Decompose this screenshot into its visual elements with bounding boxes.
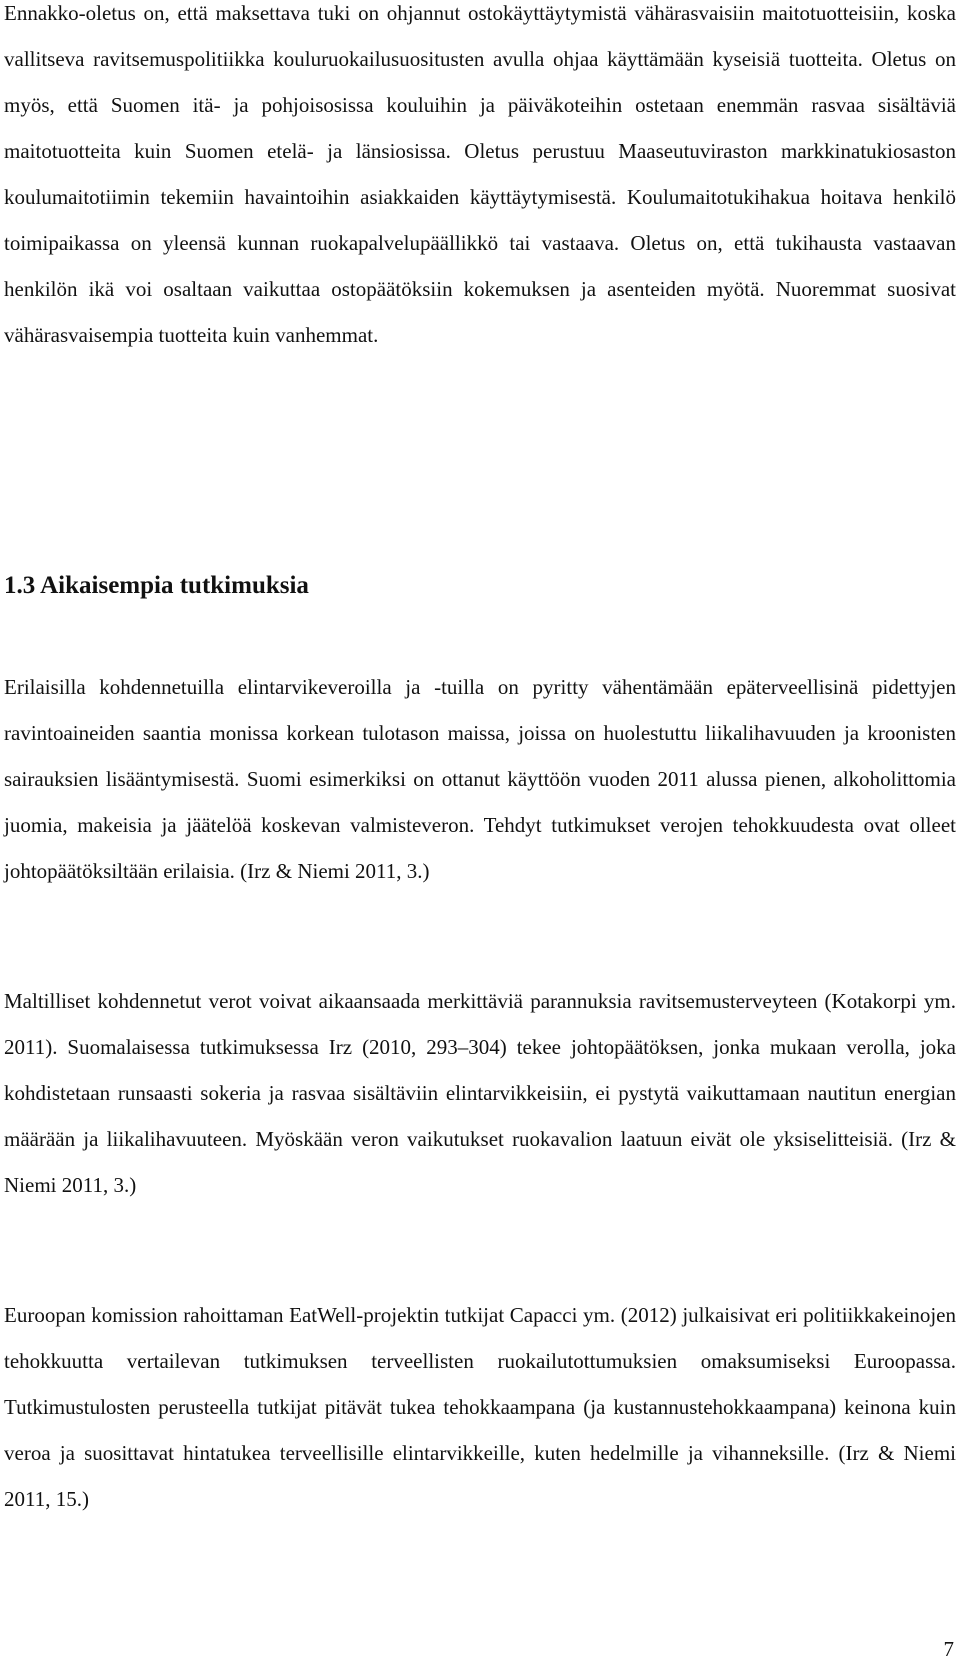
page-number: 7 — [943, 1637, 954, 1661]
section-heading: 1.3 Aikaisempia tutkimuksia — [4, 572, 309, 599]
paragraph-targeted-taxes: Erilaisilla kohdennetuilla elintarvikeveroilla ja -tuilla on pyritty vähentämään epäterveellisinä pidettyjen ravintoaineiden saantia monissa korkean tulotason maissa, joissa on huolestuttu liikalihavuuden ja kroonisten sairauksien lisääntymisestä. Suomi esimerkiksi on ottanut käyttöön vuoden 2011 alussa pienen, alkoholittomia juomia, makeisia ja jäätelöä koskevan valmisteveron. Tehdyt tutkimukset verojen tehokkuudesta ovat olleet johtopäätöksiltään erilaisia. (Irz & Niemi 2011, 3.) — [4, 675, 956, 883]
paragraph-intro-assumption: Ennakko-oletus on, että maksettava tuki on ohjannut ostokäyttäytymistä vähärasvaisiin maitotuotteisiin, koska vallitseva ravitsemuspolitiikka kouluruokailusuositusten avulla ohjaa käyttämään kyseisiä tuotteita. Oletus on myös, että Suomen itä- ja pohjoisosissa kouluihin ja päiväkoteihin ostetaan enemmän rasvaa sisältäviä maitotuotteita kuin Suomen etelä- ja länsiosissa. Oletus perustuu Maaseutuviraston markkinatukiosaston koulumaitotiimin tekemiin havaintoihin asiakkaiden käyttäytymisestä. Koulumaitotukihakua hoitava henkilö toimipaikassa on yleensä kunnan ruokapalvelupäällikkö tai vastaava. Oletus on, että tukihausta vastaavan henkilön ikä voi osaltaan vaikuttaa ostopäätöksiin kokemuksen ja asenteiden myötä. Nuoremmat suosivat vähärasvaisempia tuotteita kuin vanhemmat. — [4, 1, 956, 347]
paragraph-eatwell-project: Euroopan komission rahoittaman EatWell-projektin tutkijat Capacci ym. (2012) julkaisivat eri politiikkakeinojen tehokkuutta vertailevan tutkimuksen terveellisten ruokailutottumuksien omaksumiseksi Euroopassa. Tutkimustulosten perusteella tutkijat pitävät tukea tehokkaampana (ja kustannustehokkaampana) keinona kuin veroa ja suosittavat hintatukea terveellisille elintarvikkeille, kuten hedelmille ja vihanneksille. (Irz & Niemi 2011, 15.) — [4, 1303, 956, 1511]
paragraph-moderate-taxes: Maltilliset kohdennetut verot voivat aikaansaada merkittäviä parannuksia ravitsemusterveyteen (Kotakorpi ym. 2011). Suomalaisessa tutkimuksessa Irz (2010, 293–304) tekee johtopäätöksen, jonka mukaan verolla, joka kohdistetaan runsaasti sokeria ja rasvaa sisältäviin elintarvikkeisiin, ei pystytä vaikuttamaan nautitun energian määrään ja liikalihavuuteen. Myöskään veron vaikutukset ruokavalion laatuun eivät ole yksiselitteisiä. (Irz & Niemi 2011, 3.) — [4, 989, 956, 1197]
